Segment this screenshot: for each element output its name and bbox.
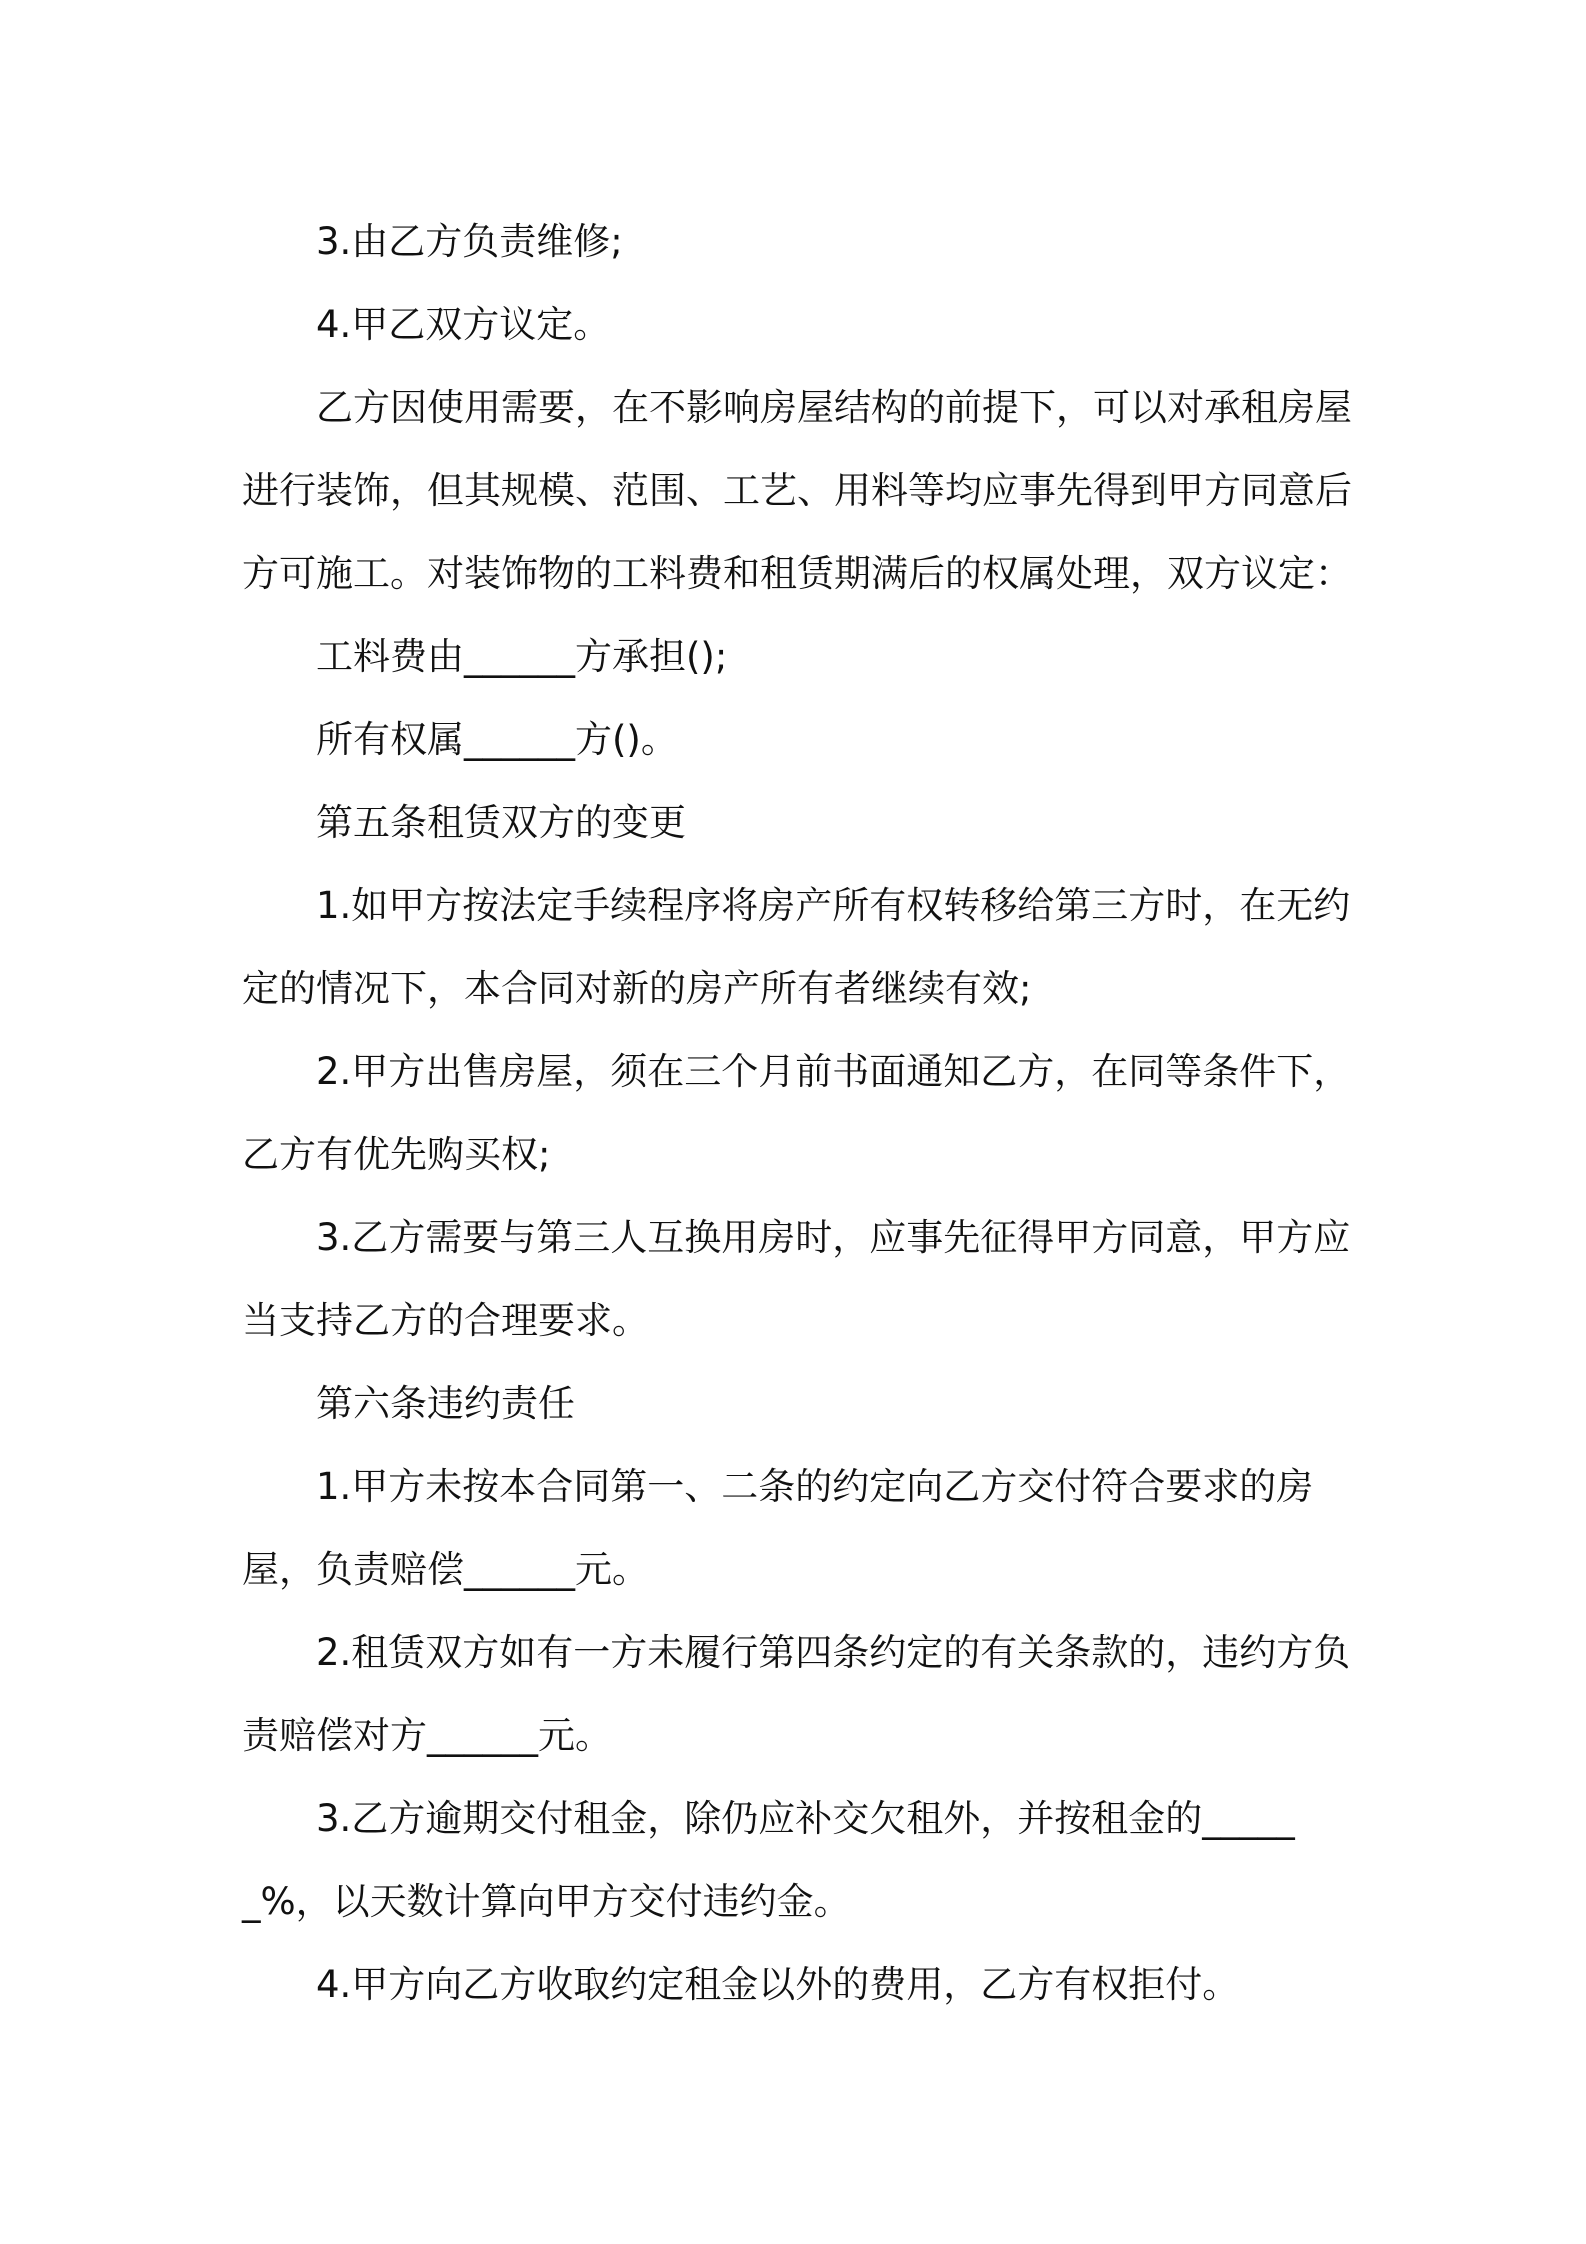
clause-item-4-agreed: 4.甲乙双方议定。 bbox=[316, 303, 611, 346]
material-cost-line: 工料费由______方承担(); bbox=[316, 635, 728, 678]
ownership-line: 所有权属______方()。 bbox=[316, 718, 678, 761]
article-6-item-2: 2.租赁双方如有一方未履行第四条约定的有关条款的，违约方负责赔偿对方______元。 bbox=[242, 1631, 1351, 1757]
decoration-paragraph: 乙方因使用需要，在不影响房屋结构的前提下，可以对承租房屋进行装饰，但其规模、范围、工艺、用料等均应事先得到甲方同意后方可施工。对装饰物的工料费和租赁期满后的权属处理，双方议定： bbox=[242, 386, 1352, 595]
article-6-item-4: 4.甲方向乙方收取约定租金以外的费用，乙方有权拒付。 bbox=[316, 1963, 1240, 2006]
article-6-heading: 第六条违约责任 bbox=[316, 1382, 575, 1425]
clause-item-3-repair: 3.由乙方负责维修; bbox=[316, 220, 623, 263]
article-5-heading: 第五条租赁双方的变更 bbox=[316, 801, 686, 844]
article-6-item-3: 3.乙方逾期交付租金，除仍应补交欠租外，并按租金的______%，以天数计算向甲方交付违约金。 bbox=[242, 1797, 1295, 1923]
article-5-item-1: 1.如甲方按法定手续程序将房产所有权转移给第三方时，在无约定的情况下，本合同对新的房产所有者继续有效; bbox=[242, 884, 1351, 1010]
document-body bbox=[242, 200, 1352, 2026]
article-5-item-3: 3.乙方需要与第三人互换用房时，应事先征得甲方同意，甲方应当支持乙方的合理要求。 bbox=[242, 1216, 1351, 1342]
article-6-item-1: 1.甲方未按本合同第一、二条的约定向乙方交付符合要求的房屋，负责赔偿______元。 bbox=[242, 1465, 1314, 1591]
article-5-item-2: 2.甲方出售房屋，须在三个月前书面通知乙方，在同等条件下，乙方有优先购买权; bbox=[242, 1050, 1351, 1176]
